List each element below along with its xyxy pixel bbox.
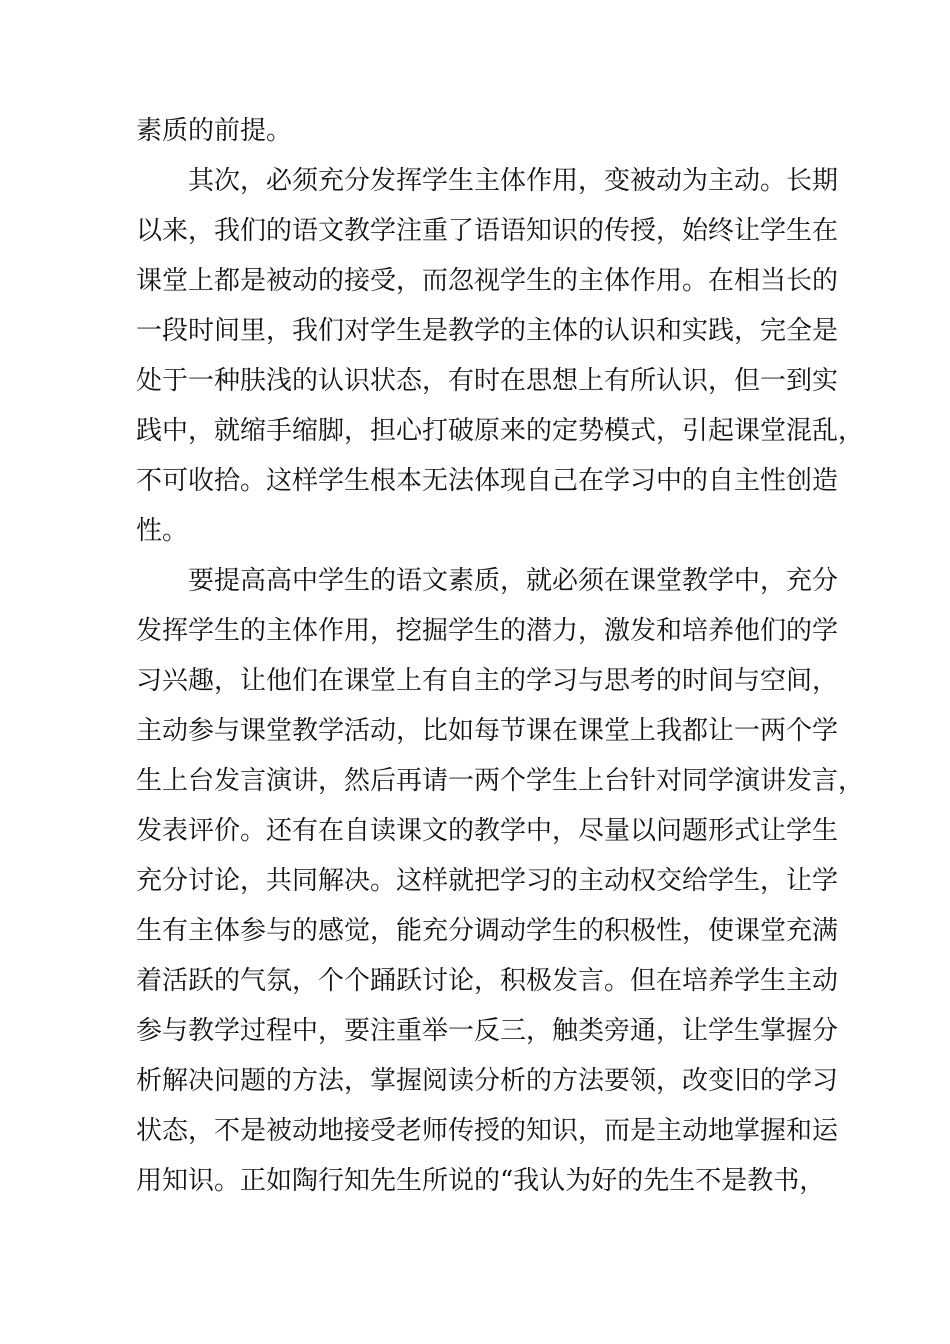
text-line: 以来，我们的语文教学注重了语语知识的传授，始终让学生在 [136,216,839,246]
text-line: 素质的前提。 [136,116,293,146]
text-line: 发表评价。还有在自读课文的教学中，尽量以问题形式让学生 [136,816,839,846]
text-line: 参与教学过程中，要注重举一反三，触类旁通，让学生掌握分 [136,1016,839,1046]
text-line: 发挥学生的主体作用，挖掘学生的潜力，激发和培养他们的学 [136,616,839,646]
text-line: 践中，就缩手缩脚，担心打破原来的定势模式，引起课堂混乱， [136,416,865,446]
text-line: 析解决问题的方法，掌握阅读分析的方法要领，改变旧的学习 [136,1066,839,1096]
text-line: 主动参与课堂教学活动，比如每节课在课堂上我都让一两个学 [136,716,839,746]
text-line: 着活跃的气氛，个个踊跃讨论，积极发言。但在培养学生主动 [136,966,839,996]
document-body [136,106,865,1206]
text-line: 生上台发言演讲，然后再请一两个学生上台针对同学演讲发言， [136,766,865,796]
text-line: 用知识。正如陶行知先生所说的“我认为好的先生不是教书， [136,1166,826,1196]
text-line: 状态，不是被动地接受老师传授的知识，而是主动地掌握和运 [136,1116,839,1146]
text-line: 性。 [136,516,189,546]
text-line: 要提高高中学生的语文素质，就必须在课堂教学中，充分 [188,566,839,596]
text-line: 一段时间里，我们对学生是教学的主体的认识和实践，完全是 [136,316,839,346]
text-line: 课堂上都是被动的接受，而忽视学生的主体作用。在相当长的 [136,266,839,296]
text-line: 不可收拾。这样学生根本无法体现自己在学习中的自主性创造 [136,466,839,496]
text-line: 生有主体参与的感觉，能充分调动学生的积极性，使课堂充满 [136,916,839,946]
text-line: 习兴趣，让他们在课堂上有自主的学习与思考的时间与空间， [136,666,839,696]
text-line: 其次，必须充分发挥学生主体作用，变被动为主动。长期 [188,166,839,196]
text-line: 充分讨论，共同解决。这样就把学习的主动权交给学生，让学 [136,866,839,896]
text-line: 处于一种肤浅的认识状态，有时在思想上有所认识，但一到实 [136,366,839,396]
